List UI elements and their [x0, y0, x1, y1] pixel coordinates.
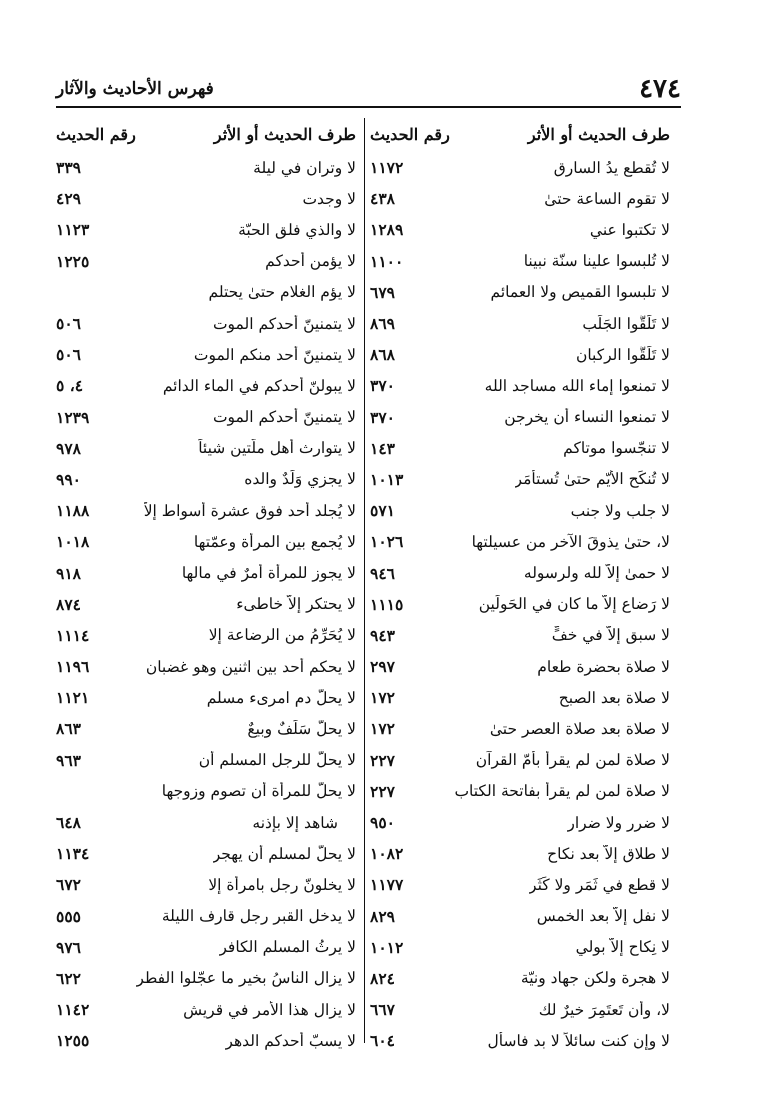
index-entry	[370, 152, 670, 183]
hadith-text: لا يتوارث أهل ملّتين شيئاً	[198, 439, 356, 458]
hadith-text: لا يحلّ لمسلم أن يهجر	[212, 844, 356, 863]
hadith-text: لا يحلُّ للمرأة أن تصوم وزوجها	[161, 782, 356, 801]
hadith-number: ١٠٨٢	[370, 844, 404, 864]
hadith-number: ٦٢٢	[56, 968, 81, 988]
hadith-number: ٣٧٠	[370, 376, 395, 396]
index-entry	[56, 651, 356, 682]
hadith-number: ٨٢٤	[370, 968, 395, 988]
index-column-left	[56, 116, 356, 1056]
column-header	[370, 116, 670, 152]
index-entry	[370, 620, 670, 651]
index-entry	[370, 963, 670, 994]
hadith-number: ٩١٨	[56, 563, 81, 583]
hadith-text: لا يخلونّ رجل بامرأة إلا	[208, 875, 356, 894]
column-header-text: طرف الحديث أو الأثر	[213, 124, 356, 144]
index-entry	[370, 183, 670, 214]
hadith-text: لا صلاة بعد الصبح	[558, 688, 670, 707]
index-entry	[56, 339, 356, 370]
hadith-text: لا وتران في ليلة	[253, 158, 356, 177]
index-rows	[56, 152, 356, 1056]
index-entry	[56, 776, 356, 807]
hadith-number: ٢٩٧	[370, 657, 395, 677]
hadith-number: ١٢٢٥	[56, 251, 90, 271]
hadith-text: لا يؤمن أحدكم	[265, 252, 356, 271]
index-entry	[56, 495, 356, 526]
index-entry	[56, 620, 356, 651]
index-entry	[56, 370, 356, 401]
index-entry	[370, 433, 670, 464]
hadith-number: ١١٢١	[56, 688, 90, 708]
hadith-text: لا سبق إلاّ في خفٍّ	[551, 626, 670, 645]
index-entry	[370, 651, 670, 682]
hadith-text: لا، حتىٰ يذوقَ الآخر من عسيلتها	[471, 532, 670, 551]
index-entry	[370, 214, 670, 245]
index-entry	[370, 838, 670, 869]
index-entry	[56, 557, 356, 588]
hadith-number: ٨٦٨	[370, 345, 395, 365]
hadith-text: لا صلاة لمن لم يقرأ بفاتحة الكتاب	[454, 782, 670, 801]
hadith-text: لا تمنعوا إماء الله مساجد الله	[484, 376, 670, 395]
index-entry	[370, 402, 670, 433]
index-entry	[56, 589, 356, 620]
hadith-text: لا نفل إلاّ بعد الخمس	[536, 907, 670, 926]
hadith-number: ٦٦٧	[370, 1000, 395, 1020]
hadith-number: ٩٧٨	[56, 438, 81, 458]
hadith-number: ٩٤٦	[370, 563, 395, 583]
hadith-text: لا والذي فلق الحبّة	[238, 220, 356, 239]
column-header-num: رقم الحديث	[56, 124, 136, 144]
index-entry	[370, 339, 670, 370]
hadith-text: لا يُجمع بين المرأة وعمّتها	[193, 532, 356, 551]
index-entry	[56, 402, 356, 433]
index-entry	[56, 745, 356, 776]
hadith-text: لا يدخل القبر رجل قارف الليلة	[161, 907, 356, 926]
hadith-number: ١١٩٦	[56, 657, 90, 677]
index-entry	[370, 370, 670, 401]
hadith-number: ١٠١٢	[370, 937, 404, 957]
hadith-text: لا جلب ولا جنب	[570, 501, 670, 520]
hadith-text: لا صلاة بحضرة طعام	[537, 657, 670, 676]
hadith-number: ١١١٤	[56, 625, 90, 645]
index-entry	[56, 838, 356, 869]
index-entry	[370, 932, 670, 963]
hadith-number: ٤، ٥	[56, 376, 84, 396]
index-entry	[370, 308, 670, 339]
column-header-text: طرف الحديث أو الأثر	[527, 124, 670, 144]
hadith-number: ٥٠٦	[56, 314, 81, 334]
column-divider	[364, 118, 365, 1043]
hadith-text: لا صلاة بعد صلاة العصر حتىٰ	[489, 719, 670, 738]
index-entry	[56, 994, 356, 1025]
hadith-text: لا تنجّسوا موتاكم	[563, 439, 670, 458]
hadith-number: ٢٢٧	[370, 781, 395, 801]
hadith-number: ١١٨٨	[56, 501, 90, 521]
index-entry	[370, 901, 670, 932]
hadith-text: لا حمىٰ إلاّ لله ولرسوله	[523, 564, 670, 583]
hadith-number: ١١٠٠	[370, 251, 404, 271]
hadith-number: ٨٢٩	[370, 906, 395, 926]
hadith-number: ١٢٥٥	[56, 1031, 90, 1051]
index-entry	[56, 682, 356, 713]
hadith-text: لا يزال هذا الأمر في قريش	[183, 1000, 356, 1019]
hadith-number: ٦٧٢	[56, 875, 81, 895]
hadith-number: ٨٦٩	[370, 314, 395, 334]
hadith-number: ٩٦٣	[56, 750, 81, 770]
hadith-number: ٦٠٤	[370, 1031, 395, 1051]
hadith-text: لا تَلَقُّوا الجَلَب	[582, 314, 670, 333]
hadith-number: ١٧٢	[370, 719, 395, 739]
hadith-number: ١٠١٣	[370, 469, 404, 489]
index-entry	[56, 152, 356, 183]
index-entry	[370, 464, 670, 495]
hadith-text: لا نِكاح إلاّ بولي	[575, 938, 670, 957]
index-entry	[56, 308, 356, 339]
hadith-text: لا يتمنينّ أحدكم الموت	[212, 314, 356, 333]
hadith-number: ١١٧٢	[370, 158, 404, 178]
index-entry	[56, 183, 356, 214]
hadith-number: ٣٧٠	[370, 407, 395, 427]
hadith-number: ١٢٨٩	[370, 220, 404, 240]
hadith-text: لا يزال الناسُ بخير ما عجّلوا الفطر	[136, 969, 356, 988]
hadith-number: ١١٧٧	[370, 875, 404, 895]
index-entry	[370, 994, 670, 1025]
hadith-text: لا يؤم الغلام حتىٰ يحتلم	[208, 283, 356, 302]
index-entry	[370, 589, 670, 620]
index-entry	[56, 464, 356, 495]
hadith-text: لا تُلبسوا علينا سنّة نبينا	[523, 252, 670, 271]
index-entry	[56, 932, 356, 963]
index-entry	[370, 1025, 670, 1056]
hadith-text: لا يجوز للمرأة أمرٌ في مالها	[181, 564, 356, 583]
index-entry	[370, 682, 670, 713]
hadith-text: لا يحتكر إلاّ خاطىء	[236, 595, 356, 614]
hadith-text: لا يسبّ أحدكم الدهر	[225, 1031, 356, 1050]
index-entry	[56, 214, 356, 245]
hadith-text: لا طلاق إلاّ بعد نكاح	[547, 844, 670, 863]
hadith-text: لا تمنعوا النساء أن يخرجن	[504, 408, 670, 427]
hadith-text: لا يحلُّ دم امرىء مسلم	[206, 688, 356, 707]
index-entry	[56, 901, 356, 932]
index-entry	[370, 745, 670, 776]
index-entry	[370, 277, 670, 308]
hadith-number: ٣٣٩	[56, 158, 81, 178]
hadith-number: ١٢٣٩	[56, 407, 90, 427]
column-header	[56, 116, 356, 152]
hadith-text: لا تُنكَح الأيّم حتىٰ تُستأمَر	[514, 470, 670, 489]
hadith-text: لا تقوم الساعة حتىٰ	[544, 189, 670, 208]
hadith-text: لا يُحَرِّمُ من الرضاعة إلا	[208, 626, 356, 645]
hadith-text: لا يبولنّ أحدكم في الماء الدائم	[162, 376, 356, 395]
index-entry	[56, 277, 356, 308]
index-entry	[370, 869, 670, 900]
hadith-text: لا يرثُ المسلم الكافر	[219, 938, 356, 957]
hadith-text: لا يحلُّ للرجل المسلم أن	[198, 751, 356, 770]
hadith-number: ٩٤٣	[370, 625, 395, 645]
hadith-text: لا وجدت	[302, 189, 356, 208]
hadith-number: ١١٣٤	[56, 844, 90, 864]
hadith-text: شاهد إلا بإذنه	[252, 813, 338, 832]
index-entry	[56, 963, 356, 994]
hadith-number: ١١٢٣	[56, 220, 90, 240]
hadith-number: ١١٤٢	[56, 1000, 90, 1020]
hadith-number: ٥٠٦	[56, 345, 81, 365]
index-column-right	[370, 116, 670, 1056]
index-entry	[56, 246, 356, 277]
hadith-number: ٢٢٧	[370, 750, 395, 770]
index-entry	[56, 807, 356, 838]
hadith-number: ٩٩٠	[56, 469, 81, 489]
hadith-text: لا ضرر ولا ضرار	[567, 813, 670, 832]
hadith-number: ٦٧٩	[370, 282, 395, 302]
hadith-number: ٥٧١	[370, 501, 395, 521]
page-header	[56, 72, 681, 108]
index-entry	[370, 495, 670, 526]
hadith-number: ١٠١٨	[56, 532, 90, 552]
hadith-number: ٦٤٨	[56, 813, 81, 833]
hadith-text: لا تلبسوا القميص ولا العمائم	[490, 283, 670, 302]
index-entry	[370, 526, 670, 557]
hadith-text: لا وإن كنت سائلاً لا بد فاسأل	[487, 1031, 670, 1050]
hadith-text: لا هجرة ولكن جهاد ونيّة	[520, 969, 670, 988]
hadith-number: ١٧٢	[370, 688, 395, 708]
hadith-number: ٨٧٤	[56, 594, 81, 614]
hadith-text: لا يتمنينّ أحدكم الموت	[212, 408, 356, 427]
hadith-number: ١١١٥	[370, 594, 404, 614]
index-entry	[56, 1025, 356, 1056]
page-number: ٤٧٤	[639, 74, 681, 104]
hadith-text: لا تَلَقُّوا الركبان	[575, 345, 670, 364]
hadith-number: ٤٢٩	[56, 189, 81, 209]
hadith-text: لا يُجلد أحد فوق عشرة أسواط إلاّ	[143, 501, 356, 520]
hadith-text: لا قطع في ثَمَر ولا كَثَر	[529, 875, 670, 894]
hadith-text: لا يتمنينّ أحد منكم الموت	[193, 345, 356, 364]
index-entry	[370, 557, 670, 588]
hadith-text: لا يحكم أحد بين اثنين وهو غضبان	[145, 657, 356, 676]
index-entry	[56, 713, 356, 744]
index-entry	[370, 246, 670, 277]
index-entry	[56, 433, 356, 464]
hadith-text: لا يجزي وَلَدٌ والده	[244, 470, 356, 489]
hadith-text: لا تُقطع يدُ السارق	[553, 158, 670, 177]
running-title: فهرس الأحاديث والآثار	[56, 79, 214, 99]
hadith-text: لا رَضاع إلاّ ما كان في الحَولَين	[478, 595, 670, 614]
hadith-text: لا صلاة لمن لم يقرأ بأمّ القرآن	[475, 751, 670, 770]
column-header-num: رقم الحديث	[370, 124, 450, 144]
index-entry	[370, 713, 670, 744]
index-rows	[370, 152, 670, 1056]
hadith-number: ١٠٢٦	[370, 532, 404, 552]
hadith-number: ٩٥٠	[370, 813, 395, 833]
index-entry	[370, 776, 670, 807]
hadith-number: ٤٣٨	[370, 189, 395, 209]
index-entry	[370, 807, 670, 838]
hadith-number: ٩٧٦	[56, 937, 81, 957]
hadith-text: لا تكتبوا عني	[589, 220, 670, 239]
index-entry	[56, 526, 356, 557]
hadith-number: ٨٦٣	[56, 719, 81, 739]
hadith-number: ١٤٣	[370, 438, 395, 458]
index-entry	[56, 869, 356, 900]
hadith-text: لا، وأن تَعتَمِرَ خيرٌ لك	[538, 1000, 670, 1019]
hadith-number: ٥٥٥	[56, 906, 81, 926]
hadith-text: لا يحلُّ سَلَفٌ وبيعٌ	[247, 719, 356, 738]
